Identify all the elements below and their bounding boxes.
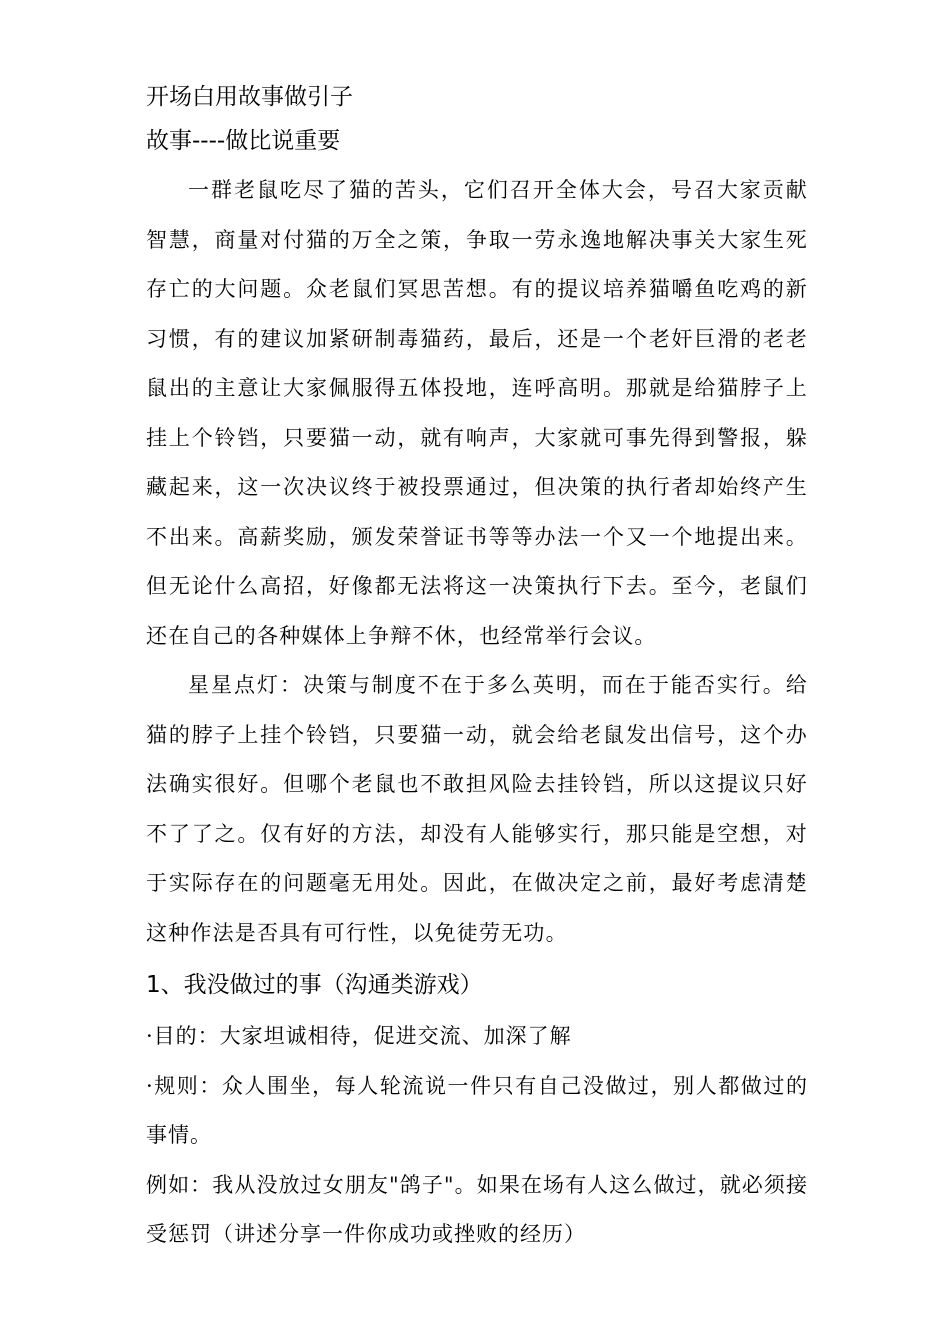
insight-paragraph: 星星点灯：决策与制度不在于多么英明，而在于能否实行。给猫的脖子上挂个铃铛，只要猫一动，就会给老鼠发出信号，这个办法确实很好。但哪个老鼠也不敢担风险去挂铃铛，所以这提议只好不了了之。仅有好的方法，却没有人能够实行，那只能是空想，对于实际存在的问题毫无用处。因此，在做决定之前，最好考虑清楚这种作法是否具有可行性，以免徒劳无功。 — [146, 673, 808, 945]
story-paragraph: 一群老鼠吃尽了猫的苦头，它们召开全体大会，号召大家贡献智慧，商量对付猫的万全之策，争取一劳永逸地解决事关大家生死存亡的大问题。众老鼠们冥思苦想。有的提议培养猫嚼鱼吃鸡的新习惯，有的建议加紧研制毒猫药，最后，还是一个老奸巨滑的老老鼠出的主意让大家佩服得五体投地，连呼高明。那就是给猫脖子上挂上个铃铛，只要猫一动，就有响声，大家就可事先得到警报，躲藏起来，这一次决议终于被投票通过，但决策的执行者却始终产生不出来。高薪奖励，颁发荣誉证书等等办法一个又一个地提出来。但无论什么高招，好像都无法将这一决策执行下去。至今，老鼠们还在自己的各种媒体上争辩不休，也经常举行会议。 — [146, 178, 808, 648]
document-subtitle: 故事----做比说重要 — [146, 128, 341, 154]
purpose-line: ·目的：大家坦诚相待，促进交流、加深了解 — [146, 1024, 572, 1048]
rules-line: ·规则：众人围坐，每人轮流说一件只有自己没做过，别人都做过的事情。 — [146, 1073, 808, 1147]
example-line: 例如：我从没放过女朋友"鸽子"。如果在场有人这么做过，就必须接受惩罚（讲述分享一件你成功或挫败的经历） — [146, 1172, 808, 1246]
section-title: 1、我没做过的事（沟通类游戏） — [146, 972, 483, 998]
document-title: 开场白用故事做引子 — [146, 84, 353, 110]
document-page — [146, 74, 808, 1260]
